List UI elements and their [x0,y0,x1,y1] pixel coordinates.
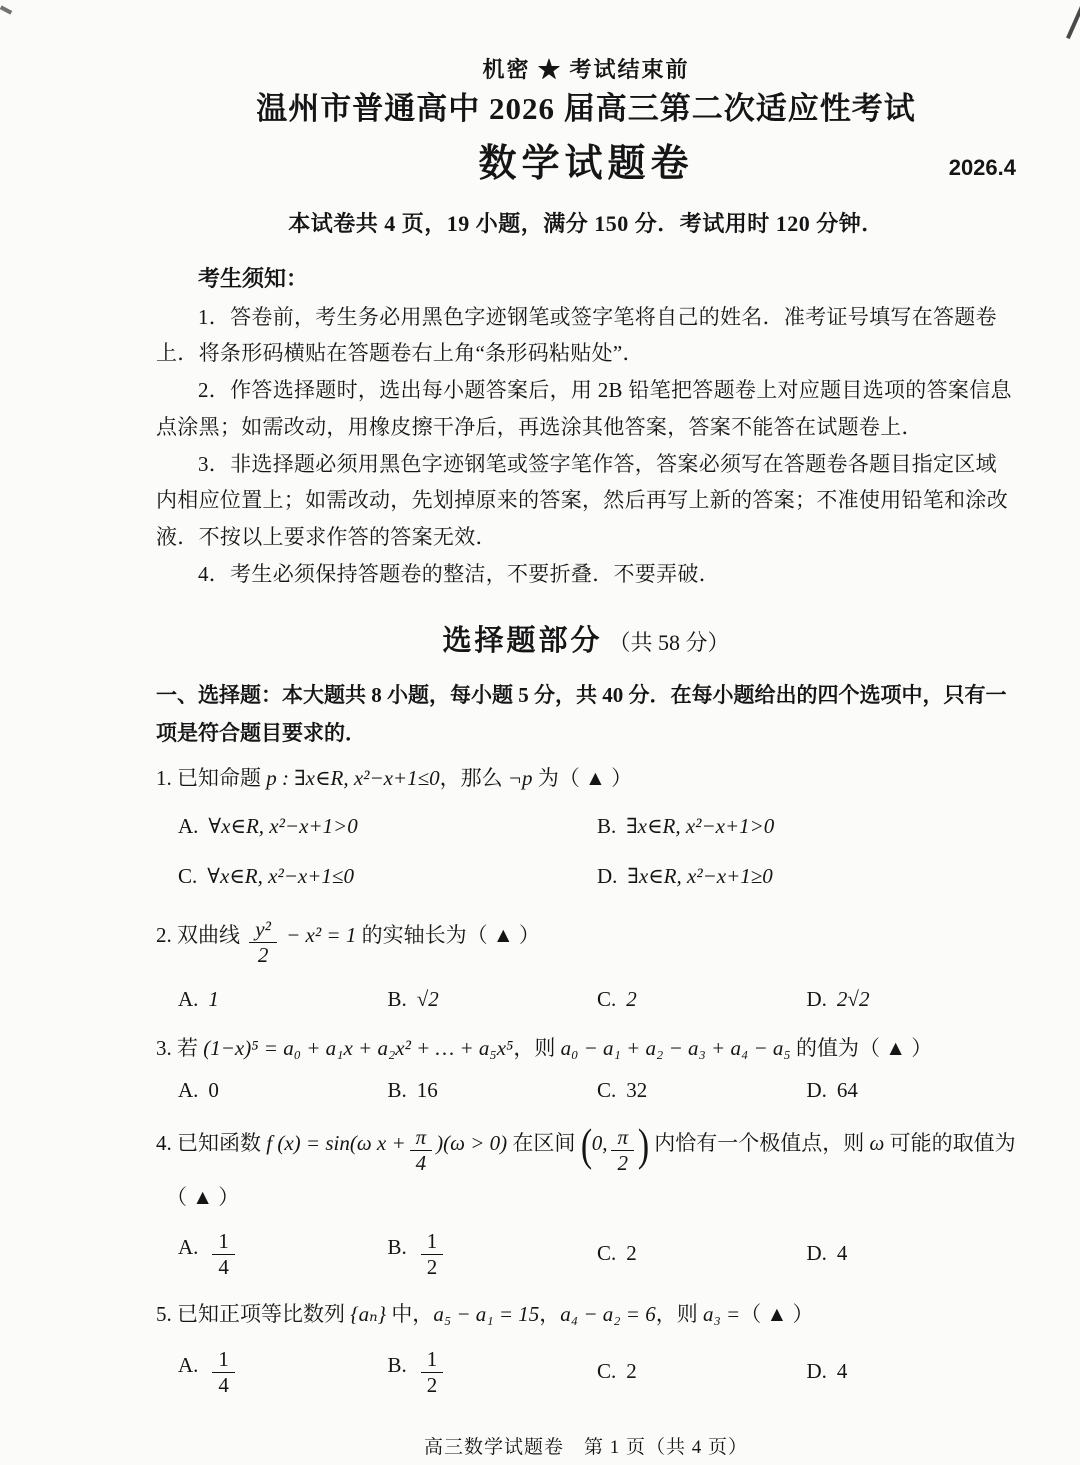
scan-artifact-top-right [1066,1,1080,39]
option-3a: A. 0 [178,1078,219,1103]
paper-title: 数学试题卷 [478,142,694,185]
section-instruction: 一、选择题：本大题共 8 小题，每小题 5 分，共 40 分．在每小题给出的四个选项中，只有一项是符合题目要求的． [156,682,1007,745]
question-3-math: (1−x)⁵ = a₀ + a₁x + a₂x² + … + a₅x⁵ [203,1035,514,1060]
question-2-math: − x² = 1 [286,922,357,947]
question-2-number: 2. [156,922,172,947]
question-4-answer-blank: （ ▲ ） [166,1185,240,1210]
question-1-text: ，那么 [439,765,503,790]
question-5-text: 中， [391,1302,434,1327]
option-3b: B. 16 [387,1078,438,1103]
question-2-text: 的实轴长为（ ▲ ） [361,922,540,947]
option-5d: D. 4 [806,1359,848,1384]
question-3-text: 若 [177,1035,198,1060]
question-5-options [178,1347,1016,1397]
question-1-text: 为（ ▲ ） [537,765,633,790]
question-2-fraction: $\frac{\text{y²}}{2}$ [249,918,277,967]
question-3-math-2: a₀ − a₁ + a₂ − a₃ + a₄ − a₅ [560,1035,791,1060]
question-4-options [178,1229,1016,1279]
question-5-text: ， [539,1302,561,1327]
exam-paper-page-1 [156,0,1016,1465]
interval-lower: 0, [591,1131,608,1156]
scan-artifact-top-left [0,5,12,14]
question-5-answer-blank: （ ▲ ） [740,1302,814,1327]
option-1b: B. ∃x∈R, x²−x+1>0 [597,814,775,839]
question-1-math: p : ∃x∈R, x²−x+1≤0 [266,765,440,790]
question-4 [156,1120,1016,1176]
question-2-text: 双曲线 [177,922,240,947]
option-1c: C. ∀x∈R, x²−x+1≤0 [178,863,354,888]
option-2b: B. √2 [387,986,439,1011]
question-5 [156,1297,1016,1333]
notice-item-1: 1．答卷前，考生务必用黑色字迹钢笔或签字笔将自己的姓名．准考证号填写在答题卷上．将条形码横贴在答题卷右上角“条形码粘贴处”． [156,304,997,366]
question-5-text: ，则 [655,1302,698,1327]
question-5-math: a₅ − a₁ = 15 [433,1302,540,1327]
notice-item-2: 2．作答选择题时，选出每小题答案后，用 2B 铅笔把答题卷上对应题目选项的答案信息点涂黑；如需改动，用橡皮擦干净后，再选涂其他答案，答案不能答在试题卷上． [156,378,1012,439]
question-2 [156,918,1016,967]
paper-title-row [156,134,1016,194]
paper-info: 本试卷共 4 页，19 小题，满分 150 分．考试用时 120 分钟． [288,210,884,236]
option-2c: C. 2 [597,986,637,1011]
left-paren: ( [580,1120,592,1171]
question-4-number: 4. [156,1131,172,1156]
question-1-options [178,802,1016,902]
question-1 [156,761,1016,797]
option-3d: D. 64 [806,1078,858,1103]
question-4-fraction-1: $\frac{\pi}{4}$ [410,1126,433,1175]
option-4b: B. $\frac{1}{2}$ [388,1229,598,1279]
option-2a: A. 1 [178,986,219,1011]
question-3-text: ，则 [513,1035,556,1060]
question-1-text: 已知命题 [177,765,261,790]
question-4-text: 已知函数 [177,1131,261,1156]
question-4-text: 可能的取值为 [889,1131,1016,1156]
question-1-negation: ¬p [507,765,533,790]
option-1a: A. ∀x∈R, x²−x+1>0 [178,814,358,839]
question-1-number: 1. [156,765,172,790]
notice-heading: 考生须知： [198,266,309,292]
question-5-sequence: {aₙ} [350,1302,387,1327]
question-5-math-2: a₄ − a₂ = 6 [560,1302,656,1327]
question-4-math: f (x) = sin(ω x + [266,1131,406,1156]
question-3 [156,1031,1016,1067]
question-5-number: 5. [156,1302,172,1327]
right-paren: ) [637,1120,650,1171]
option-3c: C. 32 [597,1078,648,1103]
page-footer: 高三数学试题卷 第 1 页（共 4 页） [423,1436,748,1458]
question-4-omega: ω [869,1131,885,1156]
option-4c: C. 2 [597,1241,637,1266]
question-4-math-2: )(ω > 0) [436,1131,508,1156]
question-4-text: 在区间 [512,1131,576,1156]
question-5-math-3: a₃ = [702,1302,741,1327]
section-score: （共 58 分） [608,629,730,655]
option-1d: D. ∃x∈R, x²−x+1≥0 [597,863,773,888]
option-4a: A. $\frac{1}{4}$ [178,1229,388,1279]
paper-date: 2026.4 [948,154,1016,180]
exam-title: 温州市普通高中 2026 届高三第二次适应性考试 [256,90,916,126]
confidential-banner: 机密 ★ 考试结束前 [482,57,690,82]
question-3-options [178,1072,1016,1110]
option-5a: A. $\frac{1}{4}$ [178,1347,388,1397]
question-3-text: 的值为（ ▲ ） [796,1035,933,1060]
option-4d: D. 4 [806,1241,848,1266]
question-4-fraction-2: $\frac{\pi}{2}$ [611,1126,634,1175]
section-title-row [156,615,1016,667]
option-5b: B. $\frac{1}{2}$ [388,1347,598,1397]
question-4-text: 内恰有一个极值点，则 [654,1131,865,1156]
question-5-text: 已知正项等比数列 [177,1302,345,1327]
notice-item-4: 4．考生必须保持答题卷的整洁，不要折叠．不要弄破． [198,561,720,586]
option-5c: C. 2 [597,1359,637,1384]
option-2d: D. 2√2 [806,986,870,1011]
section-title: 选择题部分 [442,624,603,657]
question-2-options [178,981,1016,1019]
notice-item-3: 3．非选择题必须用黑色字迹钢笔或签字笔作答，答案必须写在答题卷各题目指定区域内相应位置上；如需改动，先划掉原来的答案，然后再写上新的答案；不准使用铅笔和涂改液．不按以上要求作答的答案无效． [156,451,1008,550]
question-3-number: 3. [156,1035,172,1060]
